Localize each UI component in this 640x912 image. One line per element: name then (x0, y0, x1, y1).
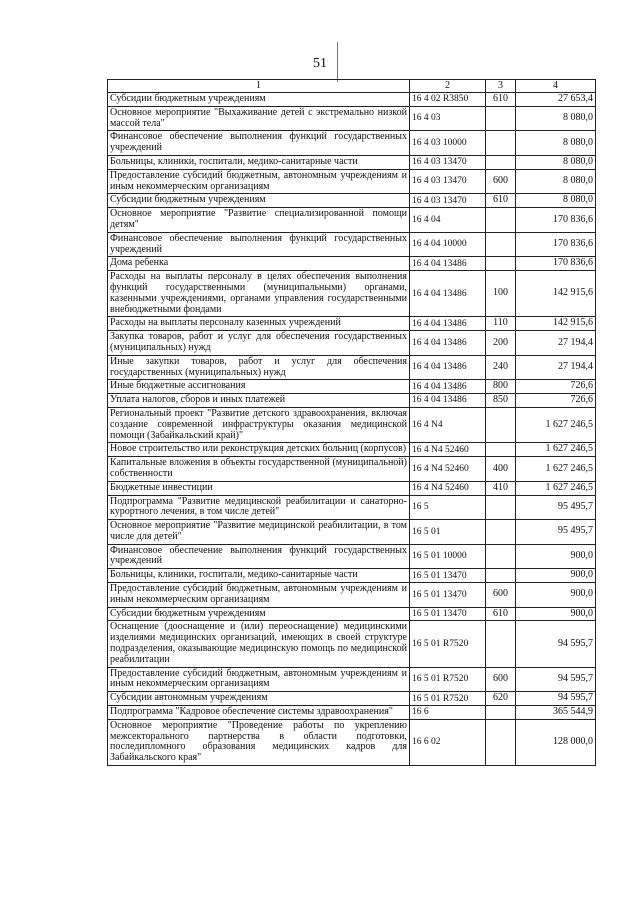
table-body (108, 93, 596, 766)
table-row (108, 706, 596, 720)
row-sum-cell: 900,0 (516, 544, 596, 569)
row-code-cell: 16 5 01 R7520 (410, 667, 486, 692)
row-sum-cell: 900,0 (516, 569, 596, 583)
row-code-cell: 16 4 04 10000 (410, 232, 486, 257)
row-type-cell: 200 (486, 331, 516, 356)
row-name-cell: Подпрограмма "Кадровое обеспечение системы здравоохранения" (108, 706, 410, 720)
row-sum-cell: 27 194,4 (516, 331, 596, 356)
row-name-cell: Иные закупки товаров, работ и услуг для обеспечения государственных (муниципальных) нужд (108, 355, 410, 380)
row-type-cell: 410 (486, 481, 516, 495)
row-type-cell: 800 (486, 380, 516, 394)
row-sum-cell: 170 836,6 (516, 257, 596, 271)
table-row (108, 520, 596, 545)
row-type-cell: 100 (486, 271, 516, 317)
row-type-cell: 620 (486, 692, 516, 706)
header-col-2: 2 (410, 80, 486, 93)
row-sum-cell: 95 495,7 (516, 495, 596, 520)
row-type-cell (486, 719, 516, 765)
table-row (108, 131, 596, 156)
row-type-cell: 610 (486, 607, 516, 621)
row-type-cell (486, 495, 516, 520)
row-name-cell: Оснащение (дооснащение и (или) переоснащение) медицинскими изделиями медицинских организаций, имеющих в своей структуре подразделения, оказывающие медицинскую помощь по медицинской реабилитации (108, 621, 410, 667)
row-code-cell: 16 4 04 (410, 208, 486, 233)
row-sum-cell: 1 627 246,5 (516, 407, 596, 442)
row-sum-cell: 27 194,4 (516, 355, 596, 380)
row-type-cell: 240 (486, 355, 516, 380)
row-type-cell (486, 706, 516, 720)
table-row (108, 380, 596, 394)
row-code-cell: 16 5 01 10000 (410, 544, 486, 569)
table-row (108, 271, 596, 317)
table-row (108, 106, 596, 131)
row-code-cell: 16 4 N4 52460 (410, 481, 486, 495)
row-type-cell (486, 155, 516, 169)
row-name-cell: Больницы, клиники, госпитали, медико-санитарные части (108, 155, 410, 169)
row-name-cell: Основное мероприятие "Проведение работы по укреплению межсекторального партнерства в области подготовки, последипломного образования медицинских кадров для Забайкальского края" (108, 719, 410, 765)
row-sum-cell: 170 836,6 (516, 232, 596, 257)
table-row (108, 394, 596, 408)
row-sum-cell: 1 627 246,5 (516, 443, 596, 457)
row-sum-cell: 8 080,0 (516, 155, 596, 169)
row-sum-cell: 170 836,6 (516, 208, 596, 233)
row-type-cell (486, 520, 516, 545)
table-row (108, 155, 596, 169)
row-type-cell: 610 (486, 194, 516, 208)
row-type-cell (486, 407, 516, 442)
row-name-cell: Субсидии автономным учреждениям (108, 692, 410, 706)
row-code-cell: 16 4 03 13470 (410, 194, 486, 208)
row-sum-cell: 94 595,7 (516, 667, 596, 692)
header-col-4: 4 (516, 80, 596, 93)
row-sum-cell: 94 595,7 (516, 621, 596, 667)
row-type-cell (486, 621, 516, 667)
row-name-cell: Основное мероприятие "Развитие специализированной помощи детям" (108, 208, 410, 233)
row-type-cell: 610 (486, 93, 516, 107)
header-col-3: 3 (486, 80, 516, 93)
row-name-cell: Иные бюджетные ассигнования (108, 380, 410, 394)
row-sum-cell: 94 595,7 (516, 692, 596, 706)
row-code-cell: 16 6 (410, 706, 486, 720)
row-name-cell: Расходы на выплаты персоналу казенных учреждений (108, 317, 410, 331)
row-type-cell: 850 (486, 394, 516, 408)
table-row (108, 93, 596, 107)
row-sum-cell: 900,0 (516, 607, 596, 621)
row-type-cell: 400 (486, 457, 516, 482)
row-name-cell: Новое строительство или реконструкция детских больниц (корпусов) (108, 443, 410, 457)
table-row (108, 194, 596, 208)
row-name-cell: Финансовое обеспечение выполнения функций государственных учреждений (108, 131, 410, 156)
row-code-cell: 16 4 04 13486 (410, 317, 486, 331)
table-row (108, 495, 596, 520)
row-name-cell: Предоставление субсидий бюджетным, автономным учреждениям и иным некоммерческим организациям (108, 169, 410, 194)
row-code-cell: 16 5 01 13470 (410, 569, 486, 583)
row-sum-cell: 142 915,6 (516, 271, 596, 317)
row-name-cell: Предоставление субсидий бюджетным, автономным учреждениям и иным некоммерческим организациям (108, 667, 410, 692)
table-row (108, 443, 596, 457)
row-code-cell: 16 4 03 13470 (410, 155, 486, 169)
row-code-cell: 16 5 01 R7520 (410, 692, 486, 706)
row-code-cell: 16 5 01 13470 (410, 607, 486, 621)
row-name-cell: Подпрограмма "Развитие медицинской реабилитации и санаторно-курортного лечения, в том числе детей" (108, 495, 410, 520)
row-type-cell (486, 131, 516, 156)
row-name-cell: Финансовое обеспечение выполнения функций государственных учреждений (108, 232, 410, 257)
table-row (108, 317, 596, 331)
row-type-cell (486, 257, 516, 271)
row-sum-cell: 8 080,0 (516, 131, 596, 156)
budget-table (107, 79, 596, 766)
row-code-cell: 16 4 04 13486 (410, 355, 486, 380)
row-sum-cell: 726,6 (516, 380, 596, 394)
row-type-cell (486, 232, 516, 257)
table-row (108, 257, 596, 271)
row-name-cell: Субсидии бюджетным учреждениям (108, 93, 410, 107)
row-code-cell: 16 4 N4 52460 (410, 443, 486, 457)
row-sum-cell: 95 495,7 (516, 520, 596, 545)
table-row (108, 621, 596, 667)
row-name-cell: Больницы, клиники, госпитали, медико-санитарные части (108, 569, 410, 583)
row-code-cell: 16 5 01 R7520 (410, 621, 486, 667)
row-code-cell: 16 4 04 13486 (410, 394, 486, 408)
row-type-cell: 110 (486, 317, 516, 331)
table-row (108, 169, 596, 194)
row-name-cell: Предоставление субсидий бюджетным, автономным учреждениям и иным некоммерческим организациям (108, 583, 410, 608)
table-row (108, 457, 596, 482)
row-sum-cell: 1 627 246,5 (516, 457, 596, 482)
row-code-cell: 16 4 N4 52460 (410, 457, 486, 482)
row-code-cell: 16 5 01 (410, 520, 486, 545)
row-code-cell: 16 4 04 13486 (410, 271, 486, 317)
row-name-cell: Субсидии бюджетным учреждениям (108, 194, 410, 208)
row-code-cell: 16 4 03 13470 (410, 169, 486, 194)
row-name-cell: Основное мероприятие "Развитие медицинской реабилитации, в том числе для детей" (108, 520, 410, 545)
table-row (108, 583, 596, 608)
row-sum-cell: 128 000,0 (516, 719, 596, 765)
row-sum-cell: 8 080,0 (516, 106, 596, 131)
row-name-cell: Закупка товаров, работ и услуг для обеспечения государственных (муниципальных) нужд (108, 331, 410, 356)
row-name-cell: Бюджетные инвестиции (108, 481, 410, 495)
table-row (108, 232, 596, 257)
row-sum-cell: 1 627 246,5 (516, 481, 596, 495)
row-type-cell: 600 (486, 169, 516, 194)
row-type-cell (486, 443, 516, 457)
row-sum-cell: 726,6 (516, 394, 596, 408)
header-col-1: 1 (108, 80, 410, 93)
row-type-cell (486, 106, 516, 131)
row-sum-cell: 8 080,0 (516, 194, 596, 208)
row-type-cell (486, 208, 516, 233)
row-sum-cell: 900,0 (516, 583, 596, 608)
row-sum-cell: 27 653,4 (516, 93, 596, 107)
row-name-cell: Финансовое обеспечение выполнения функций государственных учреждений (108, 544, 410, 569)
row-name-cell: Субсидии бюджетным учреждениям (108, 607, 410, 621)
row-code-cell: 16 4 N4 (410, 407, 486, 442)
row-sum-cell: 8 080,0 (516, 169, 596, 194)
row-code-cell: 16 4 04 13486 (410, 331, 486, 356)
row-code-cell: 16 4 04 13486 (410, 380, 486, 394)
row-name-cell: Расходы на выплаты персоналу в целях обеспечения выполнения функций государственными (муниципальными) органами, казенными учреждениями, органами управления государственными внебюджетными фондами (108, 271, 410, 317)
row-type-cell: 600 (486, 667, 516, 692)
row-code-cell: 16 4 02 R3850 (410, 93, 486, 107)
table-row (108, 481, 596, 495)
table-row (108, 544, 596, 569)
row-code-cell: 16 4 04 13486 (410, 257, 486, 271)
table-row (108, 331, 596, 356)
table-row (108, 407, 596, 442)
table-row (108, 569, 596, 583)
row-name-cell: Капитальные вложения в объекты государственной (муниципальной) собственности (108, 457, 410, 482)
row-sum-cell: 365 544,9 (516, 706, 596, 720)
row-name-cell: Основное мероприятие "Выхаживание детей с экстремально низкой массой тела" (108, 106, 410, 131)
row-code-cell: 16 5 (410, 495, 486, 520)
row-code-cell: 16 4 03 (410, 106, 486, 131)
row-type-cell (486, 544, 516, 569)
table-row (108, 208, 596, 233)
row-sum-cell: 142 915,6 (516, 317, 596, 331)
table-header-row (108, 80, 596, 93)
page-number: 51 (313, 56, 327, 71)
row-name-cell: Дома ребенка (108, 257, 410, 271)
row-type-cell (486, 569, 516, 583)
row-code-cell: 16 5 01 13470 (410, 583, 486, 608)
table-row (108, 607, 596, 621)
row-name-cell: Уплата налогов, сборов и иных платежей (108, 394, 410, 408)
row-type-cell: 600 (486, 583, 516, 608)
table-row (108, 719, 596, 765)
row-code-cell: 16 6 02 (410, 719, 486, 765)
row-name-cell: Региональный проект "Развитие детского здравоохранения, включая создание современной инфраструктуры оказания медицинской помощи (Забайкальский край)" (108, 407, 410, 442)
table-row (108, 355, 596, 380)
row-code-cell: 16 4 03 10000 (410, 131, 486, 156)
table-row (108, 692, 596, 706)
table-row (108, 667, 596, 692)
